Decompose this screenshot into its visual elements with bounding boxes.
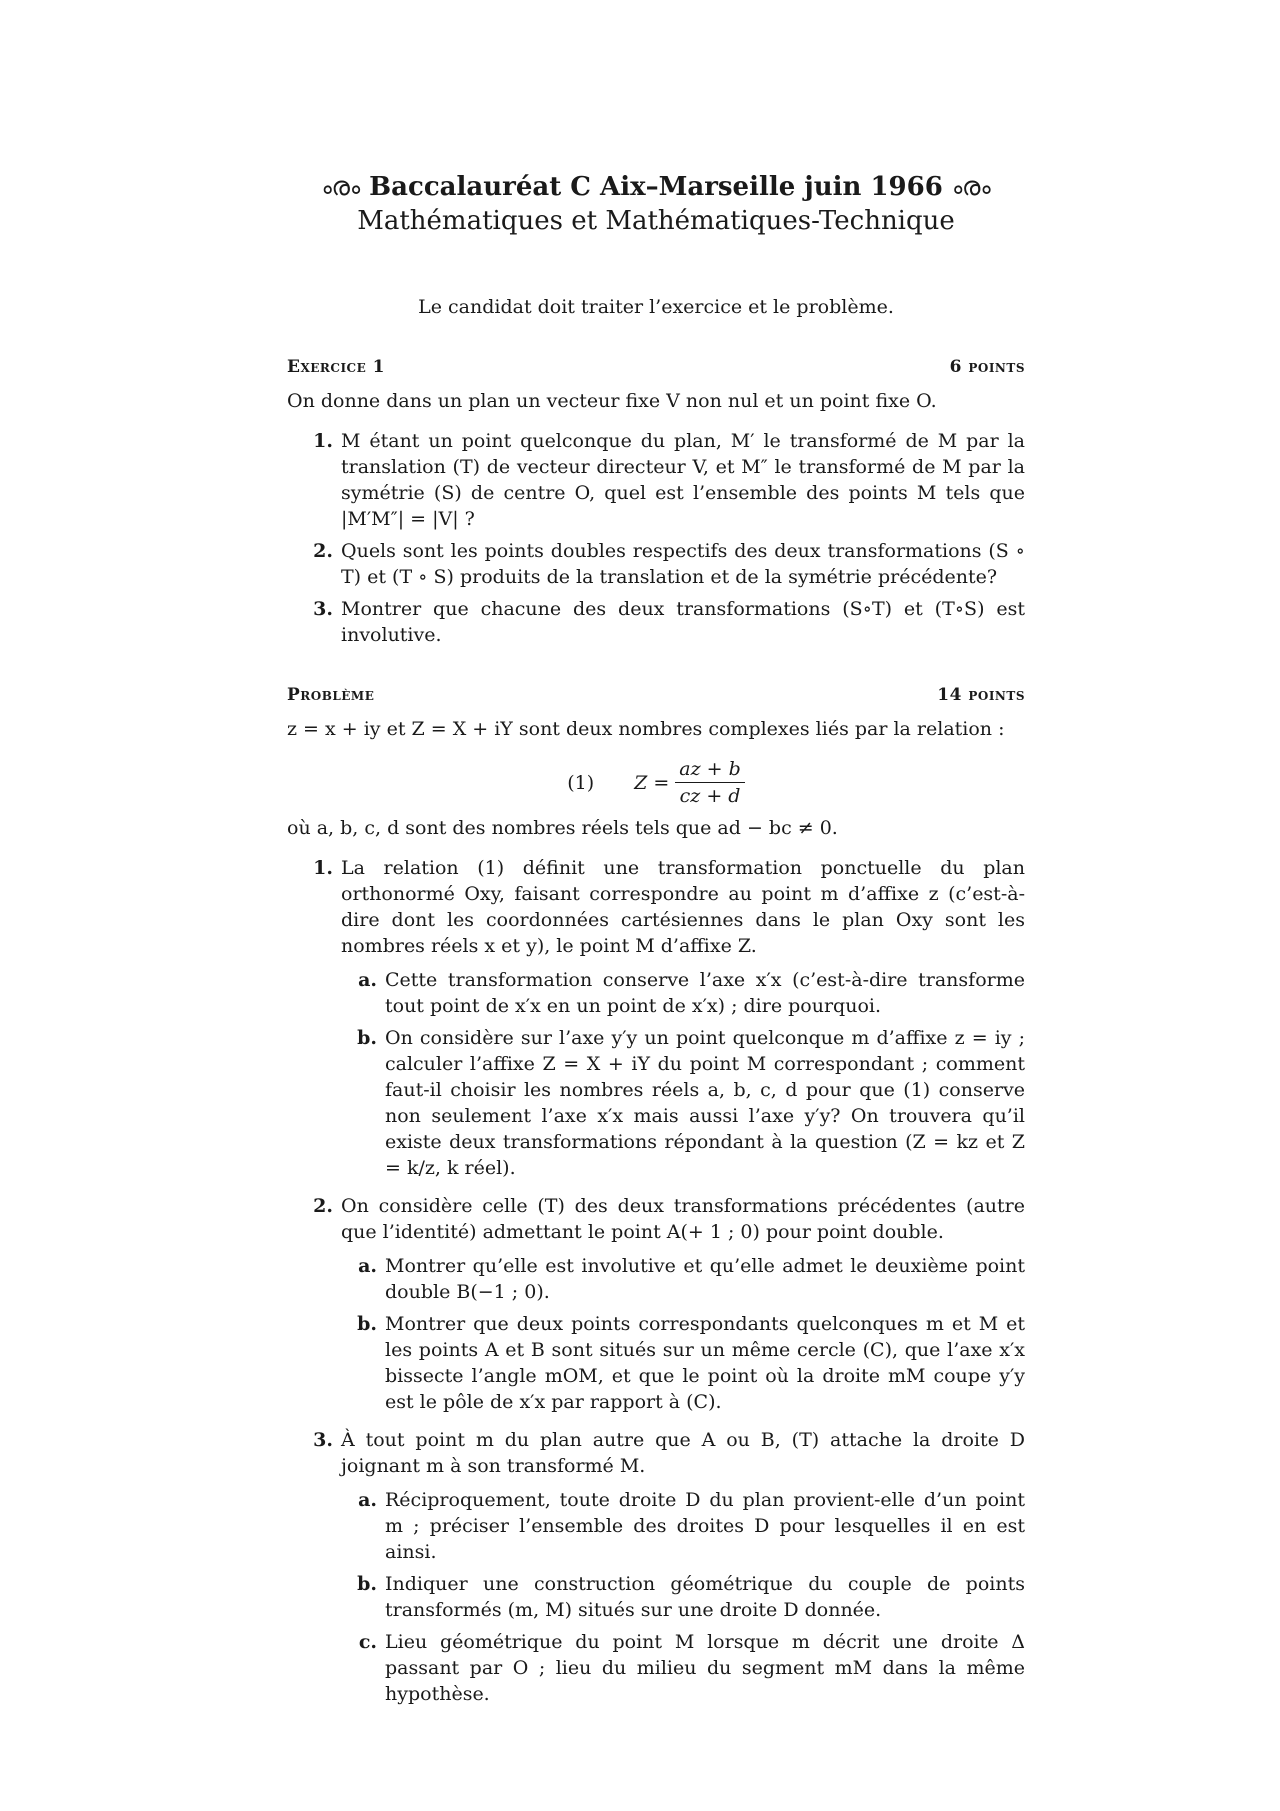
problem-item-2 [287, 1193, 1025, 1421]
sub-list [341, 967, 1025, 1181]
item-text: À tout point m du plan autre que A ou B, (T) attache la droite D joignant m à son transformé M. [341, 1429, 1025, 1477]
document-page [287, 170, 1025, 1719]
item-text: La relation (1) définit une transformation ponctuelle du plan orthonormé Oxy, faisant correspondre au point m d’affixe z (c’est-à-dire dont les coordonnées cartésiennes dans le plan Oxy sont les nombres réels x et y), le point M d’affixe Z. [341, 857, 1025, 957]
formula-numerator: az + b [675, 756, 745, 783]
sub-letter: a. [358, 1489, 377, 1511]
sub-text: Montrer que deux points correspondants quelconques m et M et les points A et B sont situés sur un même cercle (C), que l’axe x′x bissecte l’angle mOM, et que le point où la droite mM coupe y′y est le pôle de x′x par rapport à (C). [385, 1313, 1025, 1413]
item-number: 1. [313, 430, 333, 452]
exercise-list [287, 428, 1025, 648]
problem-intro: z = x + iy et Z = X + iY sont deux nombres complexes liés par la relation : [287, 718, 1005, 740]
ornament-right-icon: ൟ [951, 172, 991, 202]
sub-text: On considère sur l’axe y′y un point quelconque m d’affixe z = iy ; calculer l’affixe Z = X + iY du point M correspondant ; comment faut-il choisir les nombres réels a, b, c, d pour que (1) conserve non seulement l’axe x′x mais aussi l’axe y′y? On trouvera qu’il existe deux transformations répondant à la question (Z = kz et Z = k/z, k réel). [385, 1027, 1025, 1179]
sub-item [341, 967, 1025, 1019]
sub-letter: b. [357, 1313, 377, 1335]
formula-lhs: Z = [634, 771, 670, 794]
document-title: Baccalauréat C Aix–Marseille juin 1966 [369, 172, 943, 202]
instructions: Le candidat doit traiter l’exercice et le problème. [418, 296, 894, 318]
exercise-item-2 [287, 538, 1025, 590]
formula-1 [287, 756, 1025, 809]
document-subtitle: Mathématiques et Mathématiques-Technique [357, 206, 955, 236]
sub-text: Cette transformation conserve l’axe x′x (c’est-à-dire transforme tout point de x′x en un point de x′x) ; dire pourquoi. [385, 969, 1025, 1017]
item-number: 3. [313, 598, 333, 620]
sub-item [341, 1487, 1025, 1565]
exercise-intro: On donne dans un plan un vecteur fixe V non nul et un point fixe O. [287, 390, 937, 412]
problem-header [287, 682, 1025, 708]
item-number: 1. [313, 857, 333, 879]
sub-list [341, 1487, 1025, 1707]
sub-letter: b. [357, 1027, 377, 1049]
problem-list [287, 855, 1025, 1713]
exercise-heading: Exercice 1 [287, 357, 385, 377]
sub-list [341, 1253, 1025, 1415]
document-title-block [287, 170, 1025, 238]
sub-letter: a. [358, 969, 377, 991]
sub-text: Réciproquement, toute droite D du plan provient-elle d’un point m ; préciser l’ensemble des droites D pour lesquelles il en est ainsi. [385, 1489, 1025, 1563]
sub-letter: b. [357, 1573, 377, 1595]
problem-points: 14 points [937, 685, 1025, 705]
formula-label: (1) [567, 771, 595, 794]
problem-item-3 [287, 1427, 1025, 1713]
sub-text: Montrer qu’elle est involutive et qu’elle admet le deuxième point double B(−1 ; 0). [385, 1255, 1025, 1303]
item-number: 2. [313, 540, 333, 562]
formula-denominator: cz + d [679, 785, 741, 807]
sub-item [341, 1311, 1025, 1415]
sub-item [341, 1629, 1025, 1707]
sub-letter: a. [358, 1255, 377, 1277]
sub-letter: c. [358, 1631, 377, 1653]
sub-text: Indiquer une construction géométrique du couple de points transformés (m, M) situés sur une droite D donnée. [385, 1573, 1025, 1621]
problem-heading: Problème [287, 685, 375, 705]
formula-fraction [675, 756, 745, 809]
exercise-item-3 [287, 596, 1025, 648]
problem-condition: où a, b, c, d sont des nombres réels tels que ad − bc ≠ 0. [287, 817, 838, 839]
item-text: Montrer que chacune des deux transformations (S∘T) et (T∘S) est involutive. [341, 598, 1025, 646]
exercise-item-1 [287, 428, 1025, 532]
item-number: 3. [313, 1429, 333, 1451]
exercise-header [287, 354, 1025, 380]
problem-item-1 [287, 855, 1025, 1187]
item-text: Quels sont les points doubles respectifs des deux transformations (S ∘ T) et (T ∘ S) produits de la translation et de la symétrie précédente? [341, 540, 1025, 588]
item-text: On considère celle (T) des deux transformations précédentes (autre que l’identité) admettant le point A(+ 1 ; 0) pour point double. [341, 1195, 1025, 1243]
ornament-left-icon: ൟ [321, 172, 361, 202]
sub-item [341, 1025, 1025, 1181]
item-number: 2. [313, 1195, 333, 1217]
sub-text: Lieu géométrique du point M lorsque m décrit une droite Δ passant par O ; lieu du milieu du segment mM dans la même hypothèse. [385, 1631, 1025, 1705]
sub-item [341, 1253, 1025, 1305]
sub-item [341, 1571, 1025, 1623]
item-text: M étant un point quelconque du plan, M′ le transformé de M par la translation (T) de vecteur directeur V, et M″ le transformé de M par la symétrie (S) de centre O, quel est l’ensemble des points M tels que |M′M″| = |V| ? [341, 430, 1025, 530]
exercise-points: 6 points [949, 357, 1025, 377]
